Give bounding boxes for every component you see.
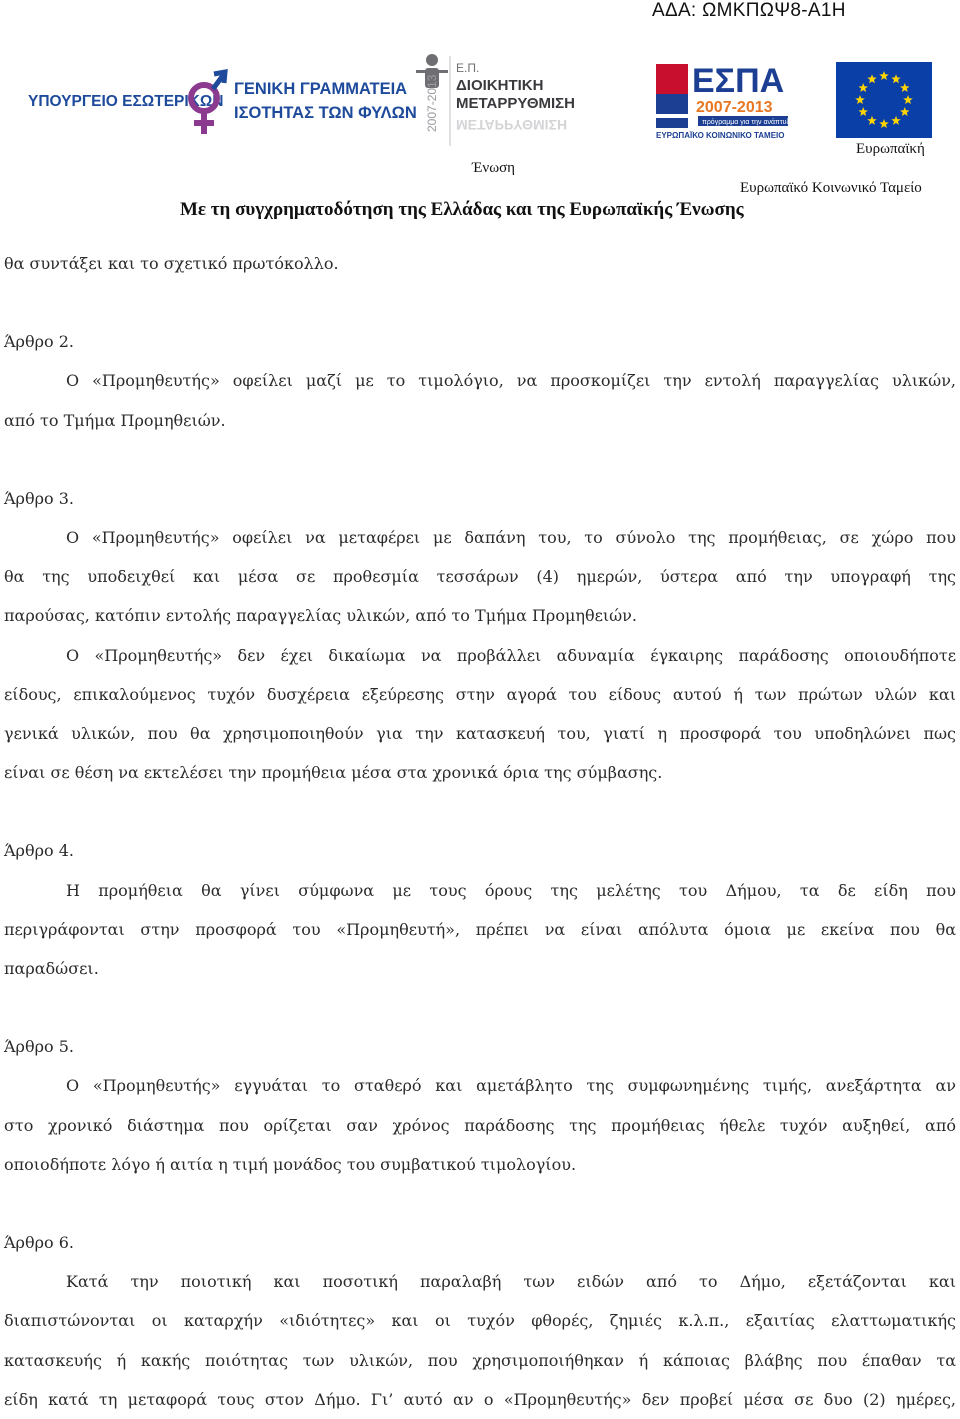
article-3-line2: θα της υποδειχθεί και μέσα σε προθεσμία τεσσάρων (4) ημερών, ύστερα από την υπογραφή της	[4, 567, 956, 587]
article-5-line2: στο χρονικό διάστημα που ορίζεται σαν χρόνος παράδοσης της προμήθειας ήθελε τυχόν αυξηθεί, από	[4, 1115, 956, 1135]
svg-text:ΜΕΤΑΡΡΥΘΜΙΣΗ: ΜΕΤΑΡΡΥΘΜΙΣΗ	[456, 117, 568, 133]
article-2-line1: Ο «Προμηθευτής» οφείλει μαζί με το τιμολόγιο, να προσκομίζει την εντολή παραγγελίας υλικών,	[66, 371, 956, 391]
article-3-line6: γενικά υλικών, που θα χρησιμοποιηθούν για την κατασκευή του, γιατί η προσφορά του υποδηλώνει πως	[4, 724, 956, 744]
logo-ministry-text: ΥΠΟΥΡΓΕΙΟ ΕΣΩΤΕΡΙΚΩΝ	[28, 93, 224, 110]
article-4-heading: Άρθρο 4.	[4, 841, 74, 861]
article-6-line2: διαπιστώνονται οι καταρχήν «ιδιότητες» και οι τυχόν φθορές, ζημιές κ.λ.π., εξαιτίας ελαττωματικής	[4, 1311, 956, 1331]
article-3-line5: είδους, επικαλούμενος τυχόν δυσχέρεια εξεύρεσης στην αγορά του είδους αυτού ή των πρώτων υλών και	[4, 684, 956, 704]
logo-espa-years: 2007-2013	[696, 99, 773, 116]
article-2-heading: Άρθρο 2.	[4, 332, 74, 352]
article-3-line1: Ο «Προμηθευτής» οφείλει να μεταφέρει με δαπάνη του, το σύνολο της προμήθειας, σε χώρο που	[66, 528, 956, 548]
article-4-line1: Η προμήθεια θα γίνει σύμφωνα με τους όρους της μελέτης του Δήμου, τα δε είδη που	[66, 880, 956, 900]
logo-gender-line2: ΙΣΟΤΗΤΑΣ ΤΩΝ ΦΥΛΩΝ	[234, 104, 417, 122]
paragraph-continuation: θα συντάξει και το σχετικό πρωτόκολλο.	[4, 254, 339, 273]
cofunding-statement: Με τη συγχρηματοδότηση της Ελλάδας και της Ευρωπαϊκής Ένωσης	[180, 199, 744, 220]
eu-flag-icon	[836, 62, 932, 138]
logo-espa-sub: πρόγραμμα για την ανάπτυξη	[702, 119, 794, 126]
ministry-gender-logo	[28, 60, 417, 146]
article-5-line3: οποιοδήποτε λόγο ή αιτία η τιμή μονάδος του συμβατικού τιμολογίου.	[4, 1154, 577, 1174]
article-3-line3: παρούσας, κατόπιν εντολής παραγγελίας υλικών, από το Τμήμα Προμηθειών.	[4, 606, 637, 626]
greek-flag-icon	[656, 118, 688, 128]
article-4-line3: παραδώσει.	[4, 959, 99, 979]
article-5-heading: Άρθρο 5.	[4, 1037, 74, 1057]
article-6-heading: Άρθρο 6.	[4, 1233, 74, 1253]
article-3-line7: είναι σε θέση να εκτελέσει την προμήθεια μέσα στα χρονικά όρια της σύμβασης.	[4, 763, 663, 783]
caption-enosi: Ένωση	[472, 160, 515, 176]
logo-espa-title: ΕΣΠΑ	[692, 62, 785, 100]
article-2-line2: από το Τμήμα Προμηθειών.	[4, 410, 226, 430]
logo-ep-small: Ε.Π.	[456, 61, 480, 75]
article-5-line1: Ο «Προμηθευτής» εγγυάται το σταθερό και αμετάβλητο της συμφωνημένης τιμής, ανεξάρτητα αν	[66, 1076, 956, 1096]
ada-code: ΑΔΑ: ΩΜΚΠΩΨ8-Α1Η	[652, 0, 846, 21]
espa-logo	[652, 50, 800, 142]
document-body	[4, 244, 956, 1419]
logo-ep-line1: ΔΙΟΙΚΗΤΙΚΗ	[456, 77, 544, 94]
logo-ep-line2: ΜΕΤΑΡΡΥΘΜΙΣΗ	[456, 95, 575, 112]
espa-flag-icon	[656, 64, 688, 94]
logo-ep-years: 2007-2013	[425, 74, 439, 132]
article-6-line3: κατασκευής ή κακής ποιότητας των υλικών, που χρησιμοποιήθηκαν ή κάποιας βλάβης που έπαθαν τα	[4, 1350, 956, 1370]
logo-espa-fund: ΕΥΡΩΠΑΪΚΟ ΚΟΙΝΩΝΙΚΟ ΤΑΜΕΙΟ	[656, 131, 785, 140]
article-6-line4: είδη κατά τη μεταφορά τους στον Δήμο. Γι’ αυτό αν ο «Προμηθευτής» δεν προβεί μέσα σε δυο (2) ημέρες,	[4, 1389, 956, 1409]
caption-fund: Ευρωπαϊκό Κοινωνικό Ταμείο	[740, 180, 922, 196]
caption-europaiki: Ευρωπαϊκή	[856, 141, 925, 157]
header-logos	[0, 46, 960, 156]
article-3-heading: Άρθρο 3.	[4, 488, 74, 508]
article-3-line4: Ο «Προμηθευτής» δεν έχει δικαίωμα να προβάλλει αδυναμία έγκαιρης παράδοσης οποιουδήποτε	[66, 645, 956, 665]
article-6-line1: Κατά την ποιοτική και ποσοτική παραλαβή των ειδών από το Δήμο, εξετάζονται και	[66, 1272, 956, 1292]
article-4-line2: περιγράφονται στην προσφορά του «Προμηθευτή», πρέπει να είναι απόλυτα όμοια με εκείνα που θα	[4, 919, 956, 939]
ep-reform-logo	[412, 46, 592, 150]
logo-gender-line1: ΓΕΝΙΚΗ ΓΡΑΜΜΑΤΕΙΑ	[234, 80, 408, 98]
